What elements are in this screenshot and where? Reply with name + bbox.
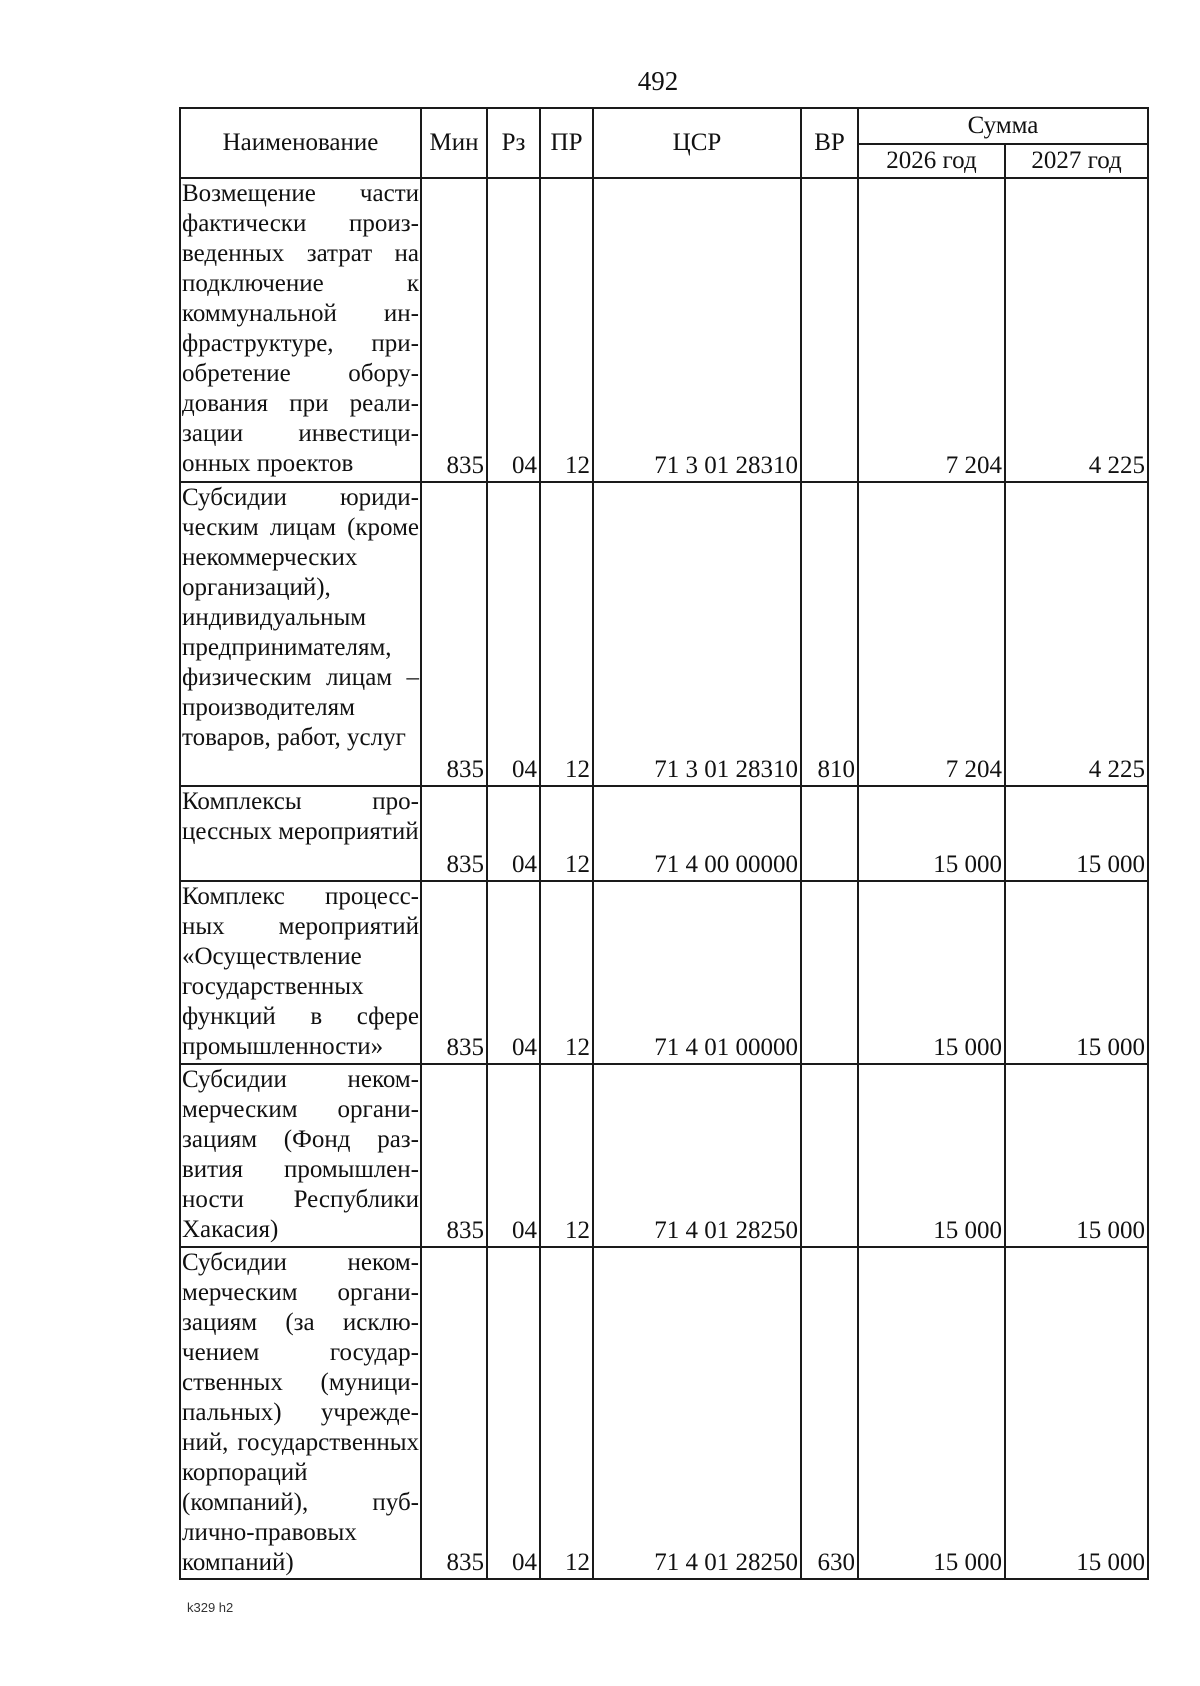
row-name: Субсидии некоммерческим организациям (Фонд развития промышленности Республики Хакасия) (180, 1064, 421, 1247)
row-2027: 4 225 (1005, 178, 1148, 482)
row-csr: 71 3 01 28310 (593, 482, 801, 786)
header-csr: ЦСР (593, 108, 801, 178)
row-rz: 04 (487, 482, 540, 786)
header-rz: Рз (487, 108, 540, 178)
row-2026: 15 000 (858, 1247, 1005, 1579)
row-csr: 71 4 00 00000 (593, 786, 801, 881)
header-vr: ВР (801, 108, 858, 178)
row-min: 835 (421, 1064, 487, 1247)
row-2027: 15 000 (1005, 881, 1148, 1064)
row-rz: 04 (487, 786, 540, 881)
table-row (180, 178, 1148, 482)
row-vr (801, 881, 858, 1064)
row-vr: 810 (801, 482, 858, 786)
header-year-2026: 2026 год (858, 144, 1005, 178)
row-pr: 12 (540, 1064, 593, 1247)
row-rz: 04 (487, 178, 540, 482)
row-2026: 15 000 (858, 1064, 1005, 1247)
table-row (180, 1247, 1148, 1579)
row-min: 835 (421, 786, 487, 881)
page-number: 492 (637, 66, 679, 96)
row-2026: 15 000 (858, 881, 1005, 1064)
table-row (180, 482, 1148, 786)
header-sum: Сумма (858, 108, 1148, 144)
row-vr: 630 (801, 1247, 858, 1579)
row-csr: 71 3 01 28310 (593, 178, 801, 482)
header-name: Наименование (180, 108, 421, 178)
row-rz: 04 (487, 881, 540, 1064)
row-pr: 12 (540, 881, 593, 1064)
table-row (180, 786, 1148, 881)
row-2026: 7 204 (858, 482, 1005, 786)
row-2027: 15 000 (1005, 1247, 1148, 1579)
row-csr: 71 4 01 00000 (593, 881, 801, 1064)
row-min: 835 (421, 1247, 487, 1579)
row-2026: 15 000 (858, 786, 1005, 881)
header-year-2027: 2027 год (1005, 144, 1148, 178)
row-csr: 71 4 01 28250 (593, 1247, 801, 1579)
row-pr: 12 (540, 482, 593, 786)
row-min: 835 (421, 178, 487, 482)
row-name: Субсидии юридическим лицам (кроме некоммерческих организаций), индивидуальным предпринимателям, физическим лицам – производителям товаров, работ, услуг (180, 482, 421, 786)
row-2027: 4 225 (1005, 482, 1148, 786)
header-pr: ПР (540, 108, 593, 178)
row-vr (801, 1064, 858, 1247)
row-2026: 7 204 (858, 178, 1005, 482)
row-vr (801, 178, 858, 482)
table-header (180, 108, 1148, 178)
row-rz: 04 (487, 1064, 540, 1247)
row-pr: 12 (540, 786, 593, 881)
row-min: 835 (421, 482, 487, 786)
row-pr: 12 (540, 178, 593, 482)
row-csr: 71 4 01 28250 (593, 1064, 801, 1247)
row-name: Субсидии некоммерческим организациям (за исключением государственных (муниципальных) учреждений, государственных корпораций (компаний), публично-правовых компаний) (180, 1247, 421, 1579)
row-vr (801, 786, 858, 881)
row-2027: 15 000 (1005, 1064, 1148, 1247)
row-2027: 15 000 (1005, 786, 1148, 881)
row-rz: 04 (487, 1247, 540, 1579)
table-row (180, 1064, 1148, 1247)
header-min: Мин (421, 108, 487, 178)
row-name: Комплекс процессных мероприятий «Осуществление государственных функций в сфере промышленности» (180, 881, 421, 1064)
table-row (180, 881, 1148, 1064)
footer-code: k329 h2 (187, 1600, 234, 1615)
row-name: Комплексы процессных мероприятий (180, 786, 421, 881)
row-name: Возмещение части фактически произведенных затрат на подключение к коммунальной инфраструктуре, приобретение оборудования при реализации инвестиционных проектов (180, 178, 421, 482)
row-pr: 12 (540, 1247, 593, 1579)
row-min: 835 (421, 881, 487, 1064)
budget-table (179, 107, 1149, 1580)
